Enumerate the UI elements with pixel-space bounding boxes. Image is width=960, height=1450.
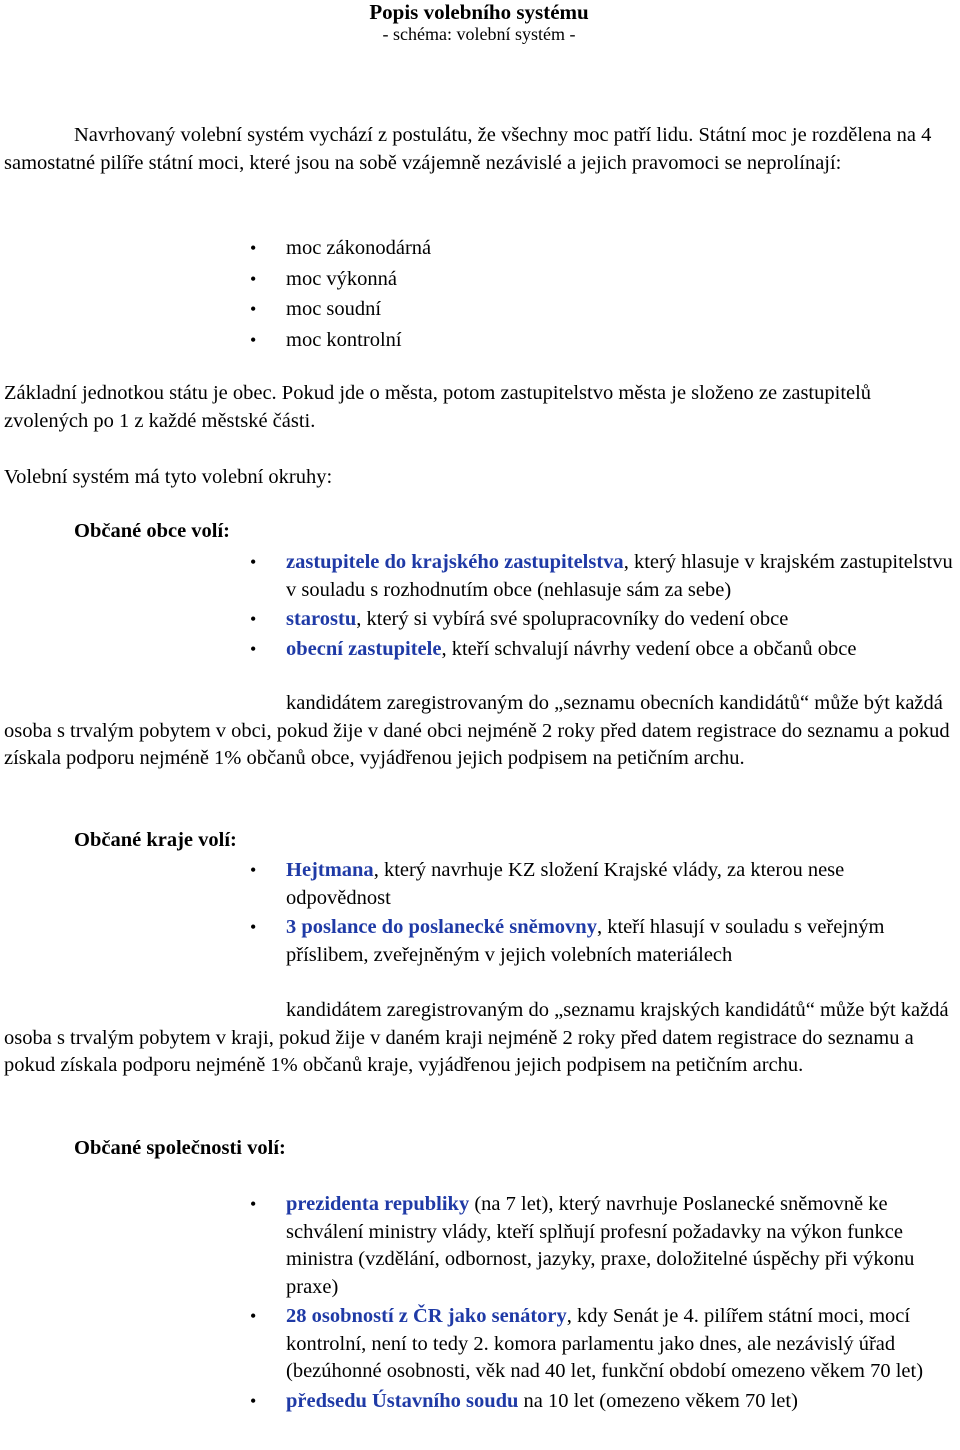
bullet-icon: • xyxy=(250,329,257,350)
intro-paragraph: Navrhovaný volební systém vychází z postulátu, že všechny moc patří lidu. Státní moc je rozdělena na 4 samostatné pilíře státní moci, které jsou na sobě vzájemně nezávislé a jejich pravomoci se neprolínají: xyxy=(4,124,932,174)
bullet-icon: • xyxy=(250,638,257,659)
page-subtitle: - schéma: volební systém - xyxy=(382,24,576,44)
list-item: • obecní zastupitele, kteří schvalují návrhy vedení obce a občanů obce xyxy=(4,636,954,664)
bullet-icon: • xyxy=(250,860,257,880)
list-item: • zastupitele do krajského zastupitelstva, který hlasuje v krajském zastupitelstvu v souladu s rozhodnutím obce (nehlasuje sám za sebe) xyxy=(250,551,953,601)
bullet-icon: • xyxy=(250,238,257,258)
list-item: • moc kontrolní xyxy=(4,325,954,356)
region-candidate-paragraph: kandidátem zaregistrovaným do „seznamu krajských kandidátů“ může být každá osoba s trvalým pobytem v kraji, pokud žije v daném kraji nejméně 2 roky před datem registrace do seznamu a pokud získala podporu nejméně 1% občanů kraje, vyjádřenou jejich podpisem na petičním archu. xyxy=(4,999,949,1076)
powers-list xyxy=(4,233,954,355)
bullet-icon: • xyxy=(250,609,257,629)
bullet-icon: • xyxy=(250,1390,257,1411)
bullet-icon: • xyxy=(250,1194,257,1214)
list-item: • moc soudní xyxy=(4,294,954,325)
page-title: Popis volebního systému xyxy=(369,0,589,24)
list-item: • Hejtmana, který navrhuje KZ složení Krajské vlády, za kterou nese odpovědnost xyxy=(250,859,845,909)
list-item: • 3 poslance do poslanecké sněmovny, kteří hlasují v souladu s veřejným příslibem, zveřejněným v jejich volebních materiálech xyxy=(250,916,885,966)
list-item: • moc výkonná xyxy=(4,264,954,295)
region-heading: Občané kraje volí: xyxy=(74,829,237,851)
municipality-heading: Občané obce volí: xyxy=(74,520,231,542)
list-item: • 28 osobností z ČR jako senátory, kdy Senát je 4. pilířem státní moci, mocí kontrolní, není to tedy 2. komora parlamentu jako dnes, ale nezávislý úřad (bezúhonné osobnosti, věk nad 40 let, funkční období omezeno věkem 70 let) xyxy=(250,1305,924,1382)
bullet-icon: • xyxy=(250,1306,257,1326)
list-item: • moc zákonodárná xyxy=(4,233,954,264)
bullet-icon: • xyxy=(250,917,257,937)
list-item: • předsedu Ústavního soudu na 10 let (omezeno věkem 70 let) xyxy=(4,1388,954,1416)
bullet-icon: • xyxy=(250,268,257,289)
bullet-icon: • xyxy=(250,552,257,572)
society-list xyxy=(4,1191,954,1415)
bullet-icon: • xyxy=(250,299,257,319)
basic-unit-paragraph: Základní jednotkou státu je obec. Pokud jde o města, potom zastupitelstvo města je složeno ze zastupitelů zvolených po 1 z každé městské části. xyxy=(4,382,872,432)
society-heading: Občané společnosti volí: xyxy=(74,1137,286,1159)
region-list xyxy=(4,857,954,969)
list-item: • starostu, který si vybírá své spolupracovníky do vedení obce xyxy=(4,606,954,634)
municipality-candidate-paragraph: kandidátem zaregistrovaným do „seznamu obecních kandidátů“ může být každá osoba s trvalým pobytem v obci, pokud žije v dané obci nejméně 2 roky před datem registrace do seznamu a pokud získala podporu nejméně 1% občanů obce, vyjádřenou jejich podpisem na petičním archu. xyxy=(4,692,950,769)
municipality-list xyxy=(4,549,954,663)
list-item: • prezidenta republiky (na 7 let), který navrhuje Poslanecké sněmovně ke schválení ministry vlády, kteří splňují profesní požadavky na výkon funkce ministra (vzdělání, odbornost, jazyky, praxe, doložitelné úspěchy při výkonu praxe) xyxy=(250,1193,915,1298)
districts-intro: Volební systém má tyto volební okruhy: xyxy=(4,466,333,488)
